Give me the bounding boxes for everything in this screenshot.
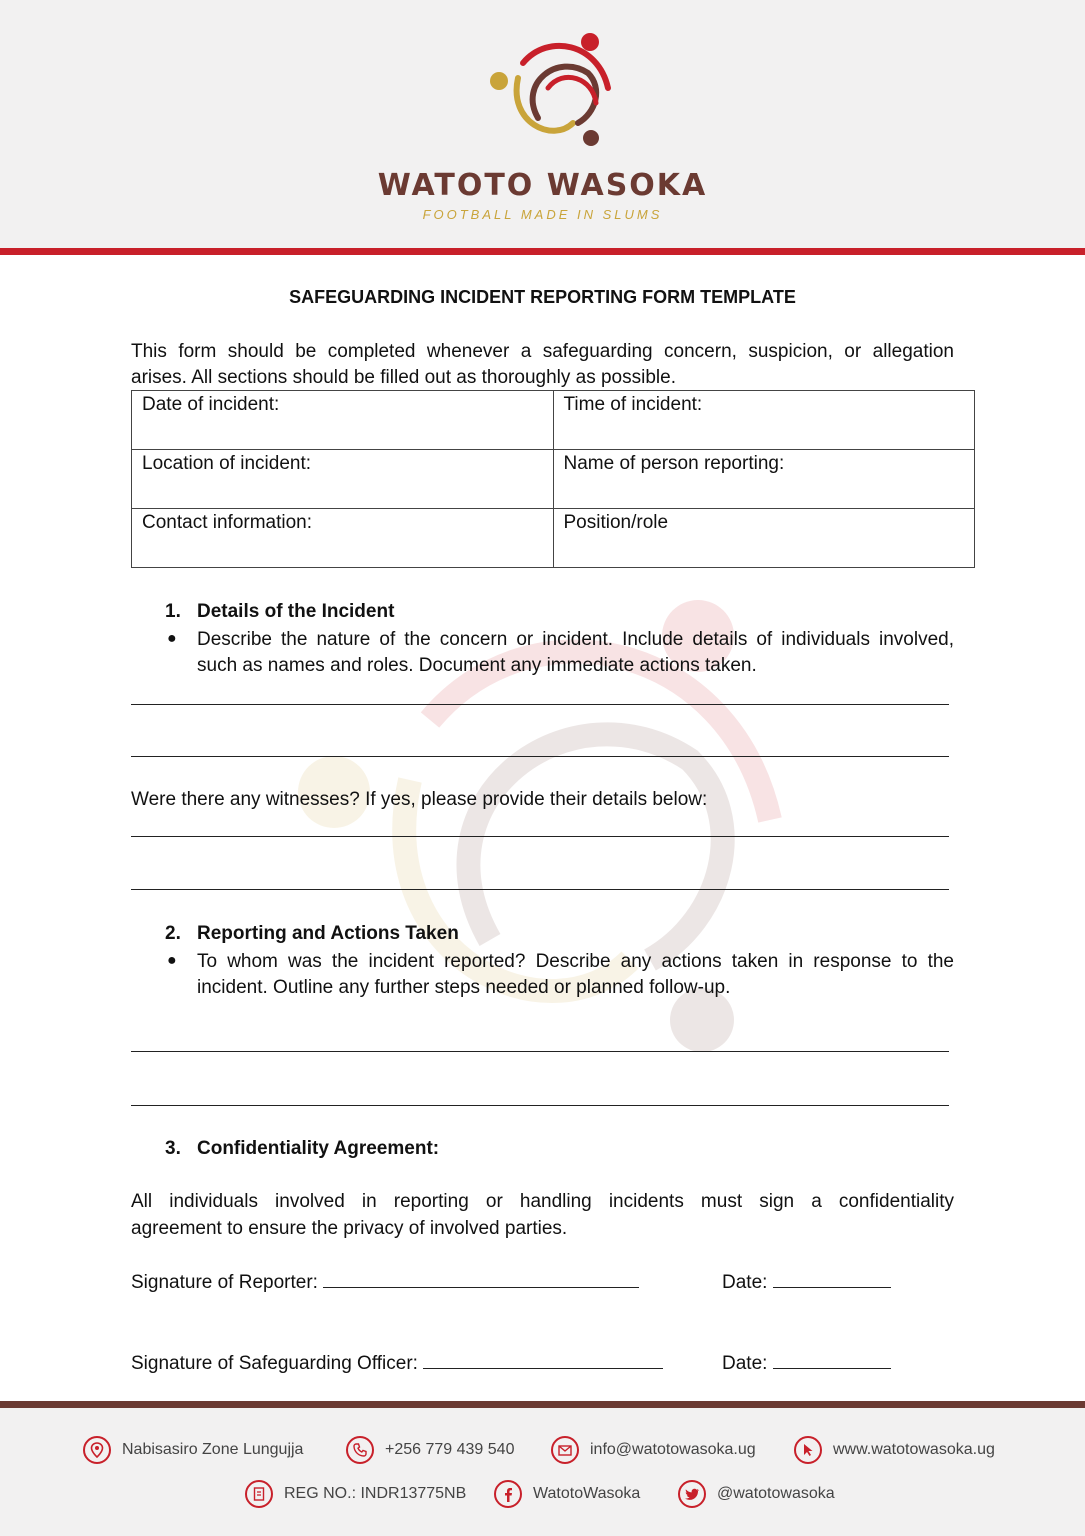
section3-number: 3.	[165, 1138, 181, 1159]
officer-date-line[interactable]	[773, 1350, 891, 1369]
email-text[interactable]: info@watotowasoka.ug	[590, 1441, 756, 1458]
footer-website	[794, 1436, 995, 1464]
bullet-icon: ●	[167, 952, 177, 969]
page-header	[0, 0, 1085, 248]
witness-prompt: Were there any witnesses? If yes, please provide their details below:	[131, 789, 708, 810]
time-of-incident-field[interactable]: Time of incident:	[553, 391, 975, 450]
officer-date-label: Date:	[722, 1353, 768, 1374]
reporter-date-line[interactable]	[773, 1269, 891, 1288]
section3-heading	[165, 1136, 439, 1162]
cursor-icon	[794, 1436, 822, 1464]
website-text[interactable]: www.watotowasoka.ug	[833, 1441, 995, 1458]
bullet-icon: ●	[167, 630, 177, 647]
reporter-signature-label: Signature of Reporter:	[131, 1272, 318, 1293]
reporter-date-row	[722, 1269, 891, 1296]
date-of-incident-field[interactable]: Date of incident:	[132, 391, 554, 450]
address-text: Nabisasiro Zone Lungujja	[122, 1441, 304, 1458]
section2-answer-line[interactable]	[131, 1051, 949, 1052]
facebook-icon	[494, 1480, 522, 1508]
incident-info-table	[131, 390, 975, 568]
page-footer	[0, 1408, 1085, 1536]
section1-answer-line[interactable]	[131, 704, 949, 705]
section1-heading	[165, 599, 394, 625]
witness-answer-line[interactable]	[131, 836, 949, 837]
footer-phone	[346, 1436, 514, 1464]
section2-answer-line[interactable]	[131, 1105, 949, 1106]
email-icon	[551, 1436, 579, 1464]
brand-name: WATOTO WASOKA	[377, 168, 708, 203]
section1-title: Details of the Incident	[197, 601, 395, 622]
section1-bullet-line2: such as names and roles. Document any immediate actions taken.	[197, 655, 757, 676]
name-of-reporter-field[interactable]: Name of person reporting:	[553, 450, 975, 509]
officer-signature-line[interactable]	[423, 1350, 663, 1369]
section1-bullet-line1: Describe the nature of the concern or incident. Include details of individuals involved,	[197, 629, 954, 650]
section1-answer-line[interactable]	[131, 756, 949, 757]
section2-number: 2.	[165, 923, 181, 944]
watoto-wasoka-logo	[478, 28, 618, 153]
witness-answer-line[interactable]	[131, 889, 949, 890]
document-title: SAFEGUARDING INCIDENT REPORTING FORM TEMPLATE	[289, 287, 796, 307]
section3-body-line2: agreement to ensure the privacy of involved parties.	[131, 1218, 568, 1239]
registration-text: REG NO.: INDR13775NB	[284, 1485, 467, 1502]
footer-address	[83, 1436, 303, 1464]
location-of-incident-field[interactable]: Location of incident:	[132, 450, 554, 509]
reporter-date-label: Date:	[722, 1272, 768, 1293]
contact-information-field[interactable]: Contact information:	[132, 509, 554, 568]
phone-text[interactable]: +256 779 439 540	[385, 1441, 515, 1458]
section3-body-line1: All individuals involved in reporting or handling incidents must sign a confidentiality	[131, 1191, 954, 1212]
reporter-signature-line[interactable]	[323, 1269, 639, 1288]
officer-signature-row	[131, 1350, 663, 1377]
section2-bullet-line1: To whom was the incident reported? Describe any actions taken in response to the	[197, 951, 954, 972]
position-role-field[interactable]: Position/role	[553, 509, 975, 568]
section2-bullet-line2: incident. Outline any further steps needed or planned follow-up.	[197, 977, 731, 998]
document-icon	[245, 1480, 273, 1508]
officer-signature-label: Signature of Safeguarding Officer:	[131, 1353, 418, 1374]
footer-facebook	[494, 1480, 640, 1508]
phone-icon	[346, 1436, 374, 1464]
footer-registration	[245, 1480, 466, 1508]
officer-date-row	[722, 1350, 891, 1377]
intro-text-line1: This form should be completed whenever a safeguarding concern, suspicion, or allegation	[131, 341, 954, 362]
footer-twitter	[678, 1480, 835, 1508]
footer-email	[551, 1436, 756, 1464]
footer-divider	[0, 1401, 1085, 1408]
section1-number: 1.	[165, 601, 181, 622]
intro-text-line2: arises. All sections should be filled out as thoroughly as possible.	[131, 367, 676, 388]
brand-tagline: FOOTBALL MADE IN SLUMS	[422, 207, 663, 222]
twitter-icon	[678, 1480, 706, 1508]
reporter-signature-row	[131, 1269, 639, 1296]
twitter-text[interactable]: @watotowasoka	[717, 1485, 835, 1502]
location-pin-icon	[83, 1436, 111, 1464]
section3-title: Confidentiality Agreement:	[197, 1138, 440, 1159]
header-divider	[0, 248, 1085, 255]
facebook-text[interactable]: WatotoWasoka	[533, 1485, 641, 1502]
section2-title: Reporting and Actions Taken	[197, 923, 459, 944]
section2-heading	[165, 921, 459, 947]
